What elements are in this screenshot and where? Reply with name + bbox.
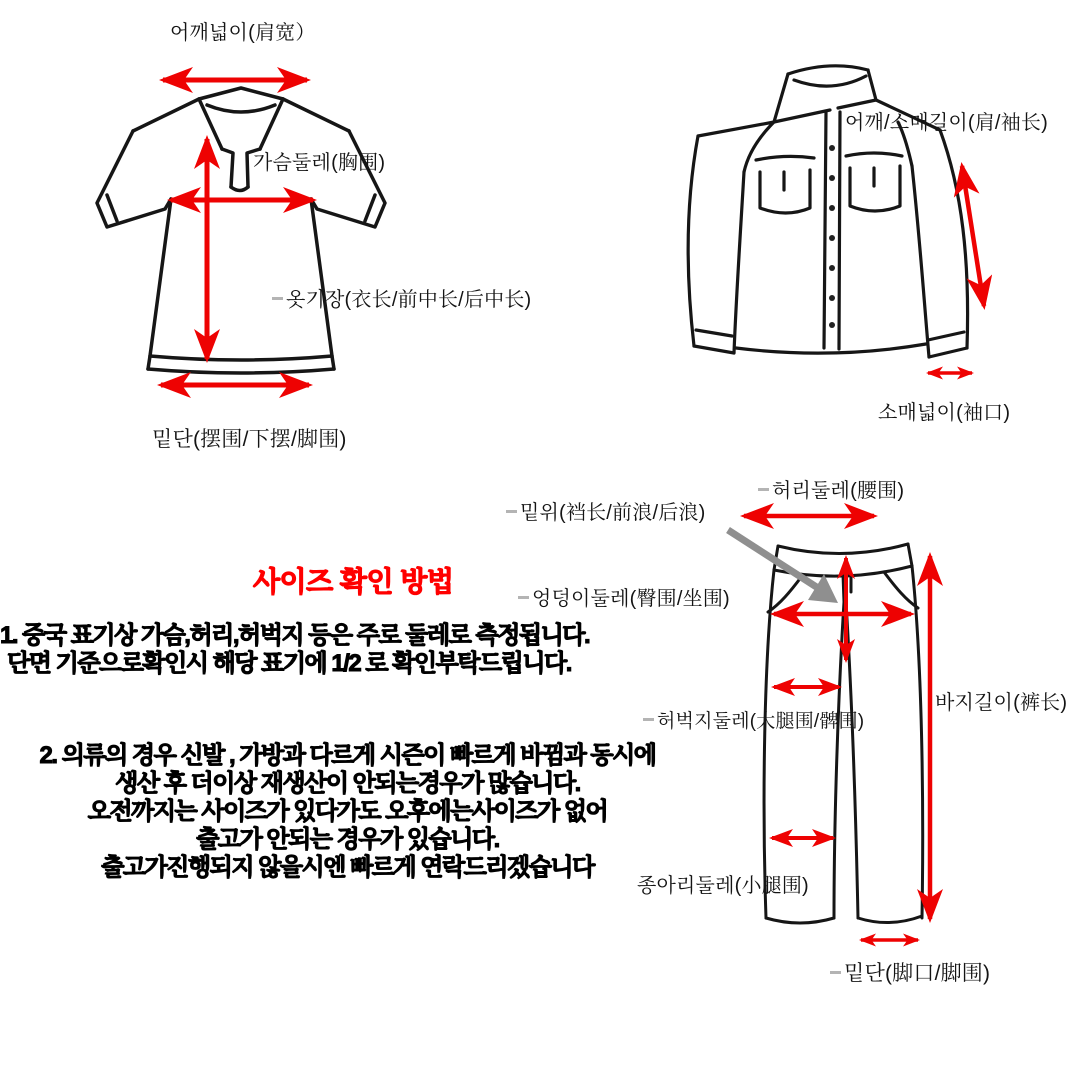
notice-line: 단면 기준으로확인시 해당 표기에 1/2 로 확인부탁드립니다. bbox=[7, 650, 571, 677]
notice-line: 출고가 안되는 경우가 있습니다. bbox=[196, 826, 499, 853]
notice-line: 생산 후 더이상 재생산이 안되는경우가 많습니다. bbox=[115, 770, 580, 797]
shirt-arrows bbox=[928, 166, 984, 373]
pants-hip-label: 엉덩이둘레(臀围/坐围) bbox=[518, 582, 730, 611]
polo-outline bbox=[97, 88, 385, 373]
pants-rise-label: 밑위(裆长/前浪/后浪) bbox=[506, 496, 705, 525]
pants-waist-label: 허리둘레(腰围) bbox=[758, 474, 904, 503]
leader-dash bbox=[518, 596, 529, 599]
shirt-shoulder-sleeve-label: 어깨/소매길이(肩/袖长) bbox=[845, 112, 1048, 134]
leader-dash bbox=[272, 297, 283, 300]
notice-line: 출고가진행되지 않을시엔 빠르게 연락드리겠습니다 bbox=[101, 854, 594, 881]
rise-pointer-arrow bbox=[728, 530, 838, 603]
shirt-cuff-label: 소매넓이(袖口) bbox=[878, 402, 1011, 424]
polo-arrows bbox=[161, 80, 313, 385]
leader-dash bbox=[758, 488, 769, 491]
leader-dash bbox=[506, 510, 517, 513]
notice-paragraph-1 bbox=[0, 622, 590, 678]
shirt-buttons bbox=[829, 145, 835, 328]
leader-dash bbox=[830, 971, 841, 974]
notice-line: 오전까지는 사이즈가 있다가도 오후에는사이즈가 없어 bbox=[87, 798, 608, 825]
pants-hem-label: 밑단(脚口/脚围) bbox=[830, 957, 990, 987]
pants-thigh-label: 허벅지둘레(大腿围/髀围) bbox=[643, 706, 864, 733]
polo-shoulder-label: 어깨넓이(肩宽） bbox=[170, 22, 316, 44]
notice-paragraph-2 bbox=[0, 742, 695, 882]
leader-dash bbox=[643, 718, 654, 721]
pants-calf-label: 종아리둘레(小腿围) bbox=[637, 875, 809, 897]
polo-length-label: 옷기장(衣长/前中长/后中长) bbox=[272, 283, 531, 312]
polo-hem-label: 밑단(摆围/下摆/脚围) bbox=[152, 428, 347, 451]
notice-line: 2. 의류의 경우 신발 , 가방과 다르게 시즌이 빠르게 바뀜과 동시에 bbox=[39, 742, 656, 769]
pants-outline bbox=[764, 544, 923, 923]
notice-line: 1. 중국 표기상 가슴,허리,허벅지 등은 주로 둘레로 측정됩니다. bbox=[0, 622, 590, 649]
polo-shirt-drawing bbox=[45, 55, 375, 415]
sleeve-length-arrow bbox=[962, 166, 984, 306]
polo-chest-label: 가슴둘레(胸围) bbox=[253, 152, 386, 174]
pants-length-label: 바지길이(裤长) bbox=[935, 692, 1068, 714]
size-check-title: 사이즈 확인 방법 bbox=[253, 566, 454, 597]
